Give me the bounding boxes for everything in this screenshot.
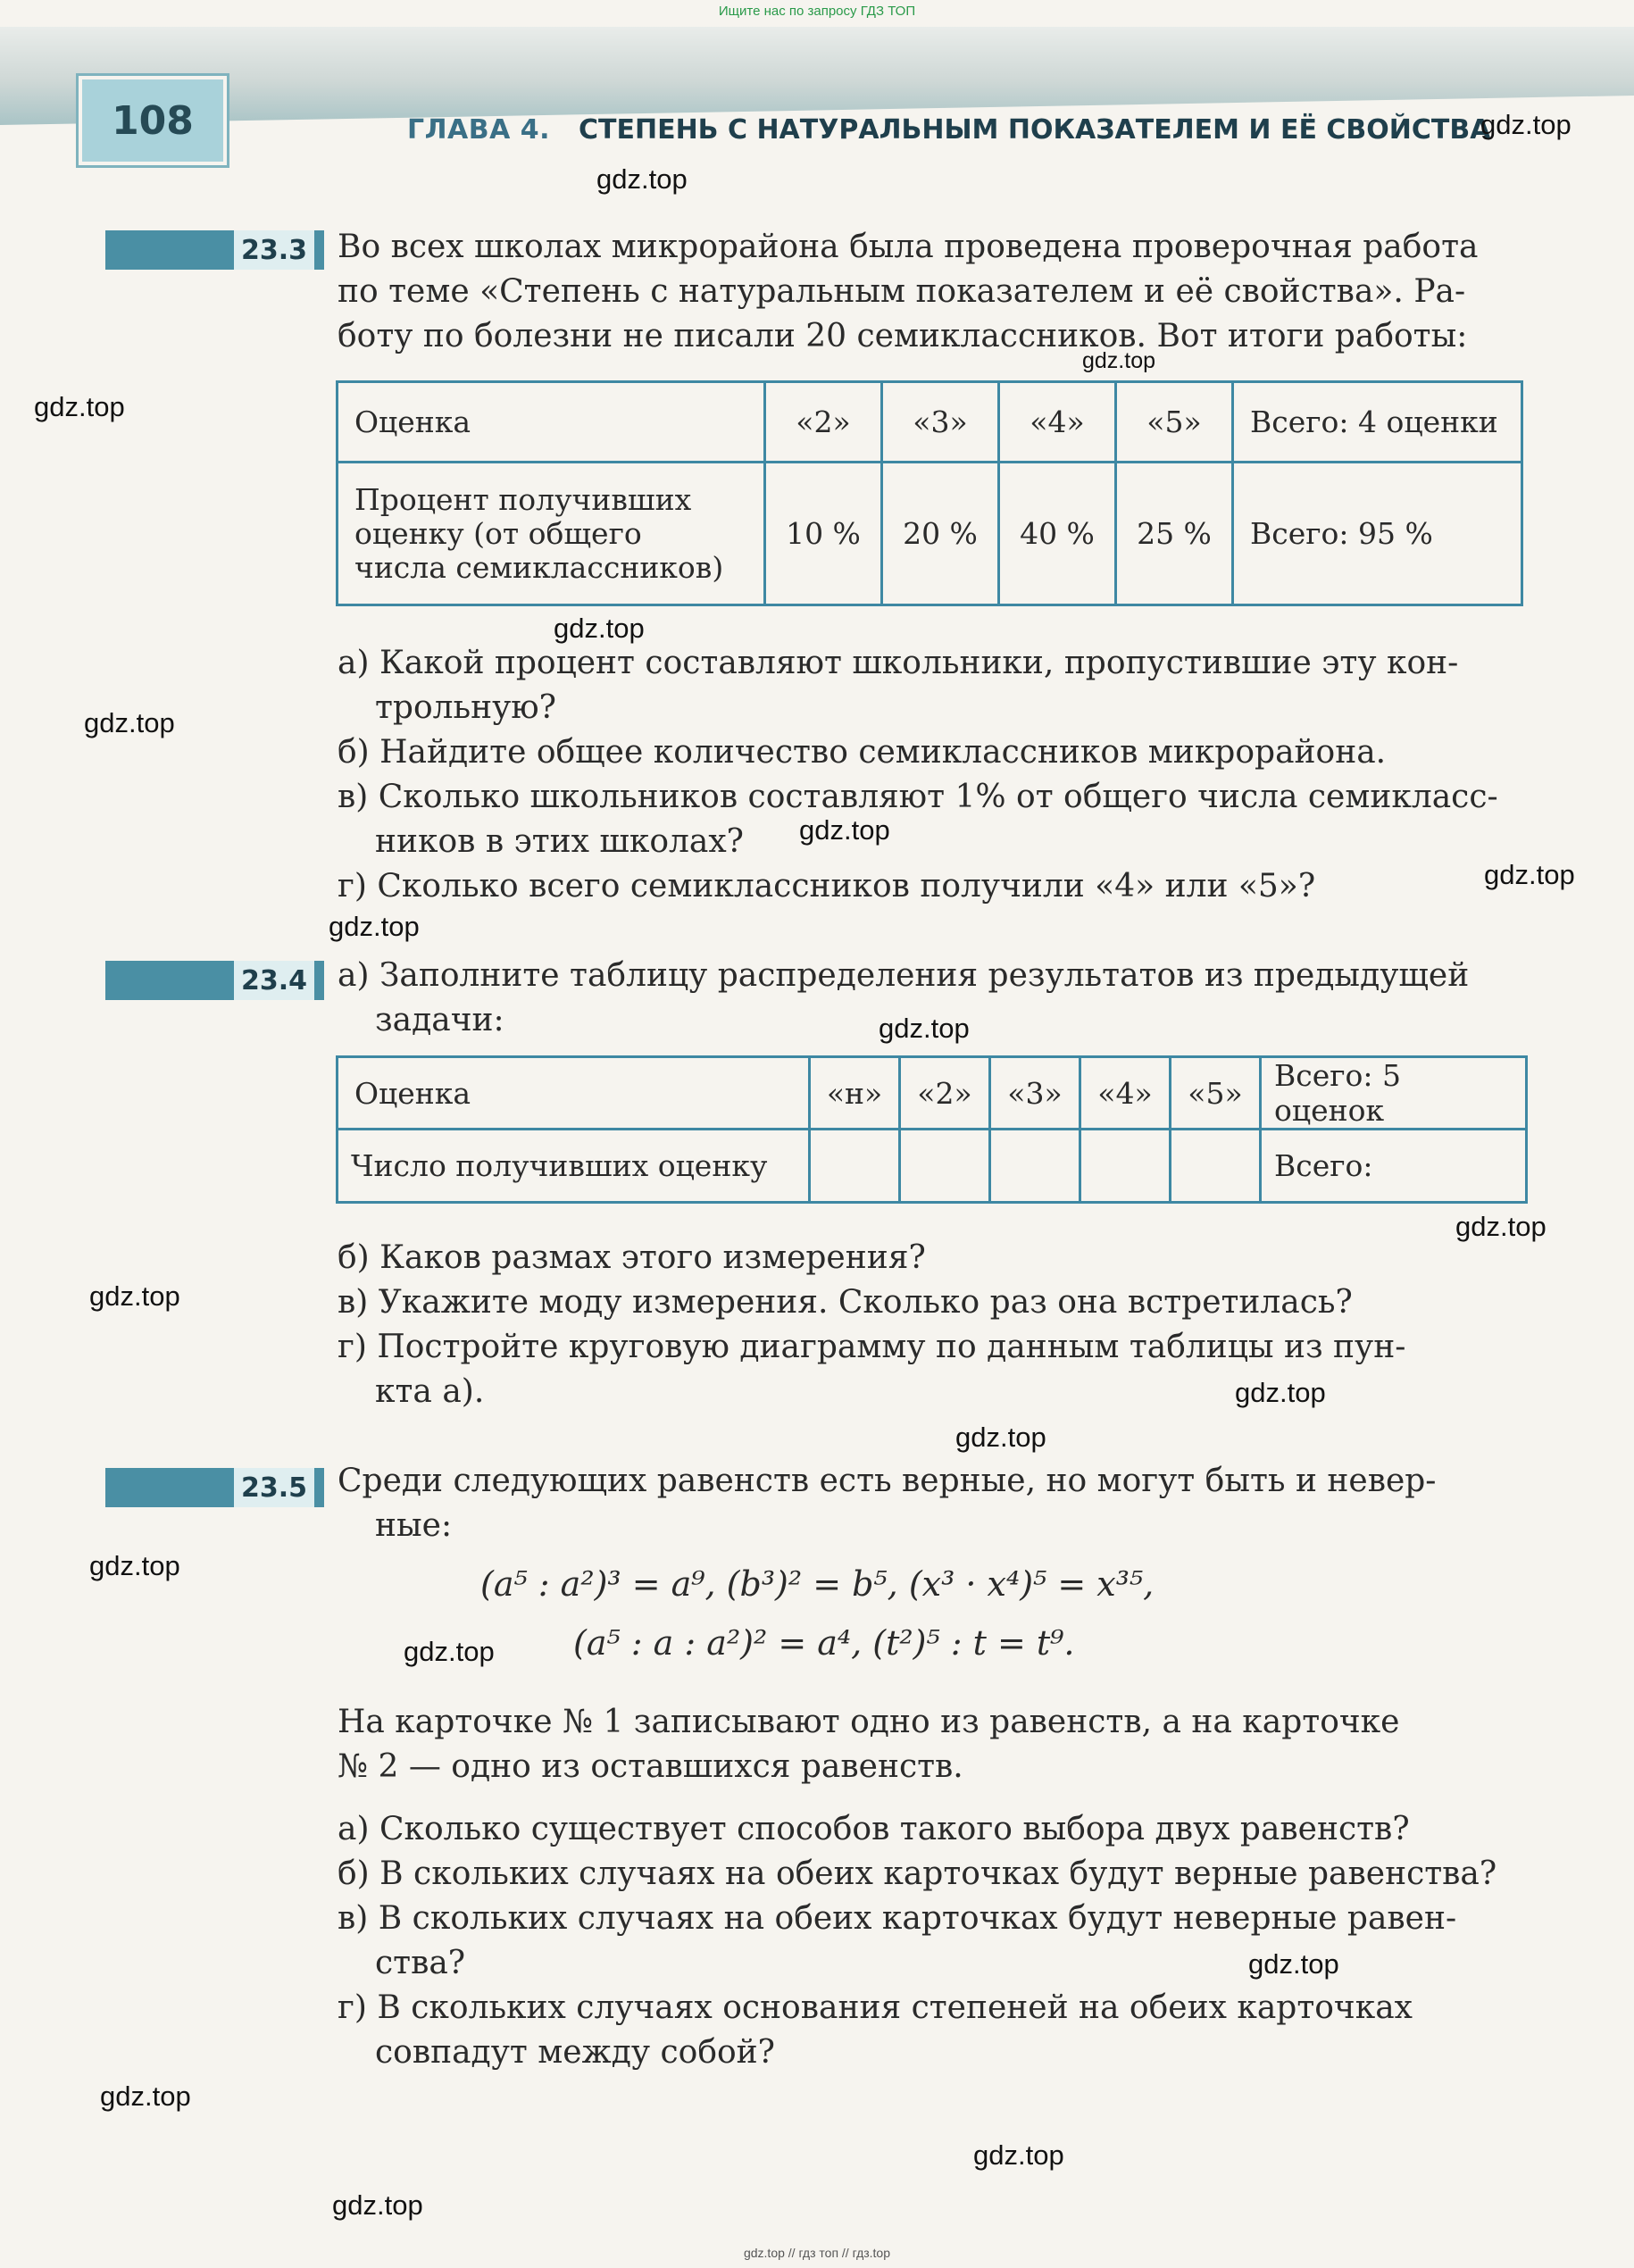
distribution-table (336, 1055, 1528, 1204)
watermark: gdz.top (1484, 859, 1575, 890)
question-line: г) Сколько всего семиклассников получили «4» или «5»? (338, 868, 1316, 905)
table-row (338, 1057, 1527, 1130)
watermark: gdz.top (34, 391, 125, 422)
question-line: совпадут между собой? (375, 2034, 775, 2071)
task-text-line: Среди следующих равенств есть верные, но могут быть и невер- (338, 1463, 1437, 1499)
task-text-line: Во всех школах микрорайона была проведена проверочная работа (338, 229, 1479, 265)
watermark: gdz.top (100, 2080, 191, 2112)
task-number: 23.3 (234, 230, 314, 270)
task-number: 23.5 (234, 1468, 314, 1507)
task-text-line: а) Заполните таблицу распределения результатов из предыдущей (338, 957, 1470, 994)
question-line: кта а). (375, 1373, 485, 1410)
table-header-cell: «4» (1080, 1057, 1171, 1130)
watermark: gdz.top (89, 1550, 180, 1581)
table-header-cell: «5» (1171, 1057, 1261, 1130)
table-header-cell: Оценка (338, 382, 765, 463)
empty-cell (900, 1130, 990, 1203)
table-header-cell: «3» (882, 382, 999, 463)
table-header-cell: «4» (999, 382, 1116, 463)
watermark: gdz.top (89, 1280, 180, 1312)
table-label-line: Процент получивших (354, 481, 692, 517)
question-line: а) Сколько существует способов такого выбора двух равенств? (338, 1811, 1410, 1847)
table-header-cell: «3» (990, 1057, 1080, 1130)
empty-cell (990, 1130, 1080, 1203)
question-line: б) Каков размах этого измерения? (338, 1239, 926, 1276)
top-note: Ищите нас по запросу ГДЗ ТОП (718, 4, 916, 19)
question-line: б) В скольких случаях на обеих карточках будут верные равенства? (338, 1855, 1497, 1892)
question-line: г) Постройте круговую диаграмму по данным таблицы из пун- (338, 1329, 1406, 1365)
watermark: gdz.top (1455, 1211, 1546, 1242)
chapter-title: СТЕПЕНЬ С НАТУРАЛЬНЫМ ПОКАЗАТЕЛЕМ И ЕЁ СВОЙСТВА (579, 114, 1491, 146)
table-label-line: оценку (от общего (354, 515, 642, 551)
task-text-line: по теме «Степень с натуральным показателем и её свойства». Ра- (338, 273, 1466, 310)
watermark: gdz.top (955, 1422, 1046, 1453)
watermark: gdz.top (799, 814, 890, 846)
table-cell: 25 % (1116, 463, 1233, 605)
table-header-cell: «2» (765, 382, 882, 463)
chapter-label: ГЛАВА 4. (407, 114, 551, 146)
question-line: трольную? (375, 689, 556, 726)
watermark: gdz.top (1082, 348, 1156, 373)
header-band (0, 27, 1634, 125)
watermark: gdz.top (973, 2139, 1064, 2171)
table-cell: Всего: 95 % (1233, 463, 1522, 605)
table-header-cell: Всего: 4 оценки (1233, 382, 1522, 463)
question-line: а) Какой процент составляют школьники, пропустившие эту кон- (338, 645, 1459, 681)
watermark: gdz.top (879, 1013, 970, 1044)
table-header-cell: «н» (810, 1057, 900, 1130)
watermark: gdz.top (332, 2189, 423, 2221)
watermark: gdz.top (1480, 109, 1571, 140)
question-line: в) В скольких случаях на обеих карточках будут неверные равен- (338, 1900, 1457, 1937)
watermark: gdz.top (1248, 1948, 1339, 1980)
task-text-line: № 2 — одно из оставшихся равенств. (338, 1748, 963, 1785)
watermark: gdz.top (1235, 1377, 1326, 1408)
watermark: gdz.top (84, 707, 175, 738)
table-label-line: числа семиклассников) (354, 549, 724, 585)
empty-cell (1080, 1130, 1171, 1203)
question-line: ников в этих школах? (375, 823, 744, 860)
table-header-cell: Оценка (338, 1057, 810, 1130)
equation-line: (a⁵ : a²)³ = a⁹, (b³)² = b⁵, (x³ · x⁴)⁵ = x³⁵, (480, 1564, 1155, 1604)
task-text-line: задачи: (375, 1002, 504, 1038)
table-cell: 10 % (765, 463, 882, 605)
table-cell: Всего: (1261, 1130, 1527, 1203)
table-header-cell: «5» (1116, 382, 1233, 463)
empty-cell (1171, 1130, 1261, 1203)
question-line: ства? (375, 1945, 466, 1981)
watermark: gdz.top (596, 163, 688, 195)
results-table (336, 380, 1523, 606)
table-row (338, 382, 1522, 463)
bottom-note: gdz.top // гдз топ // гдз.top (743, 2246, 891, 2260)
question-line: г) В скольких случаях основания степеней на обеих карточках (338, 1989, 1413, 2026)
empty-cell (810, 1130, 900, 1203)
watermark: gdz.top (554, 613, 645, 644)
equation-line: (a⁵ : a : a²)² = a⁴, (t²)⁵ : t = t⁹. (573, 1623, 1075, 1663)
table-row (338, 463, 1522, 605)
page-number: 108 (79, 76, 227, 165)
task-text-line: ные: (375, 1507, 453, 1544)
question-line: б) Найдите общее количество семиклассников микрорайона. (338, 734, 1387, 771)
table-header-cell: «2» (900, 1057, 990, 1130)
watermark: gdz.top (404, 1636, 495, 1667)
table-cell: 40 % (999, 463, 1116, 605)
table-header-cell: Всего: 5 оценок (1261, 1057, 1527, 1130)
table-label-cell: Число получивших оценку (338, 1130, 810, 1203)
question-line: в) Сколько школьников составляют 1% от общего числа семикласс- (338, 779, 1498, 815)
question-line: в) Укажите моду измерения. Сколько раз она встретилась? (338, 1284, 1353, 1321)
table-row (338, 1130, 1527, 1203)
table-cell: 20 % (882, 463, 999, 605)
task-text-line: На карточке № 1 записывают одно из равенств, а на карточке (338, 1704, 1400, 1740)
table-label-cell (338, 463, 765, 605)
watermark: gdz.top (329, 911, 420, 942)
task-text-line: боту по болезни не писали 20 семиклассников. Вот итоги работы: (338, 318, 1468, 354)
task-number: 23.4 (234, 961, 314, 1000)
